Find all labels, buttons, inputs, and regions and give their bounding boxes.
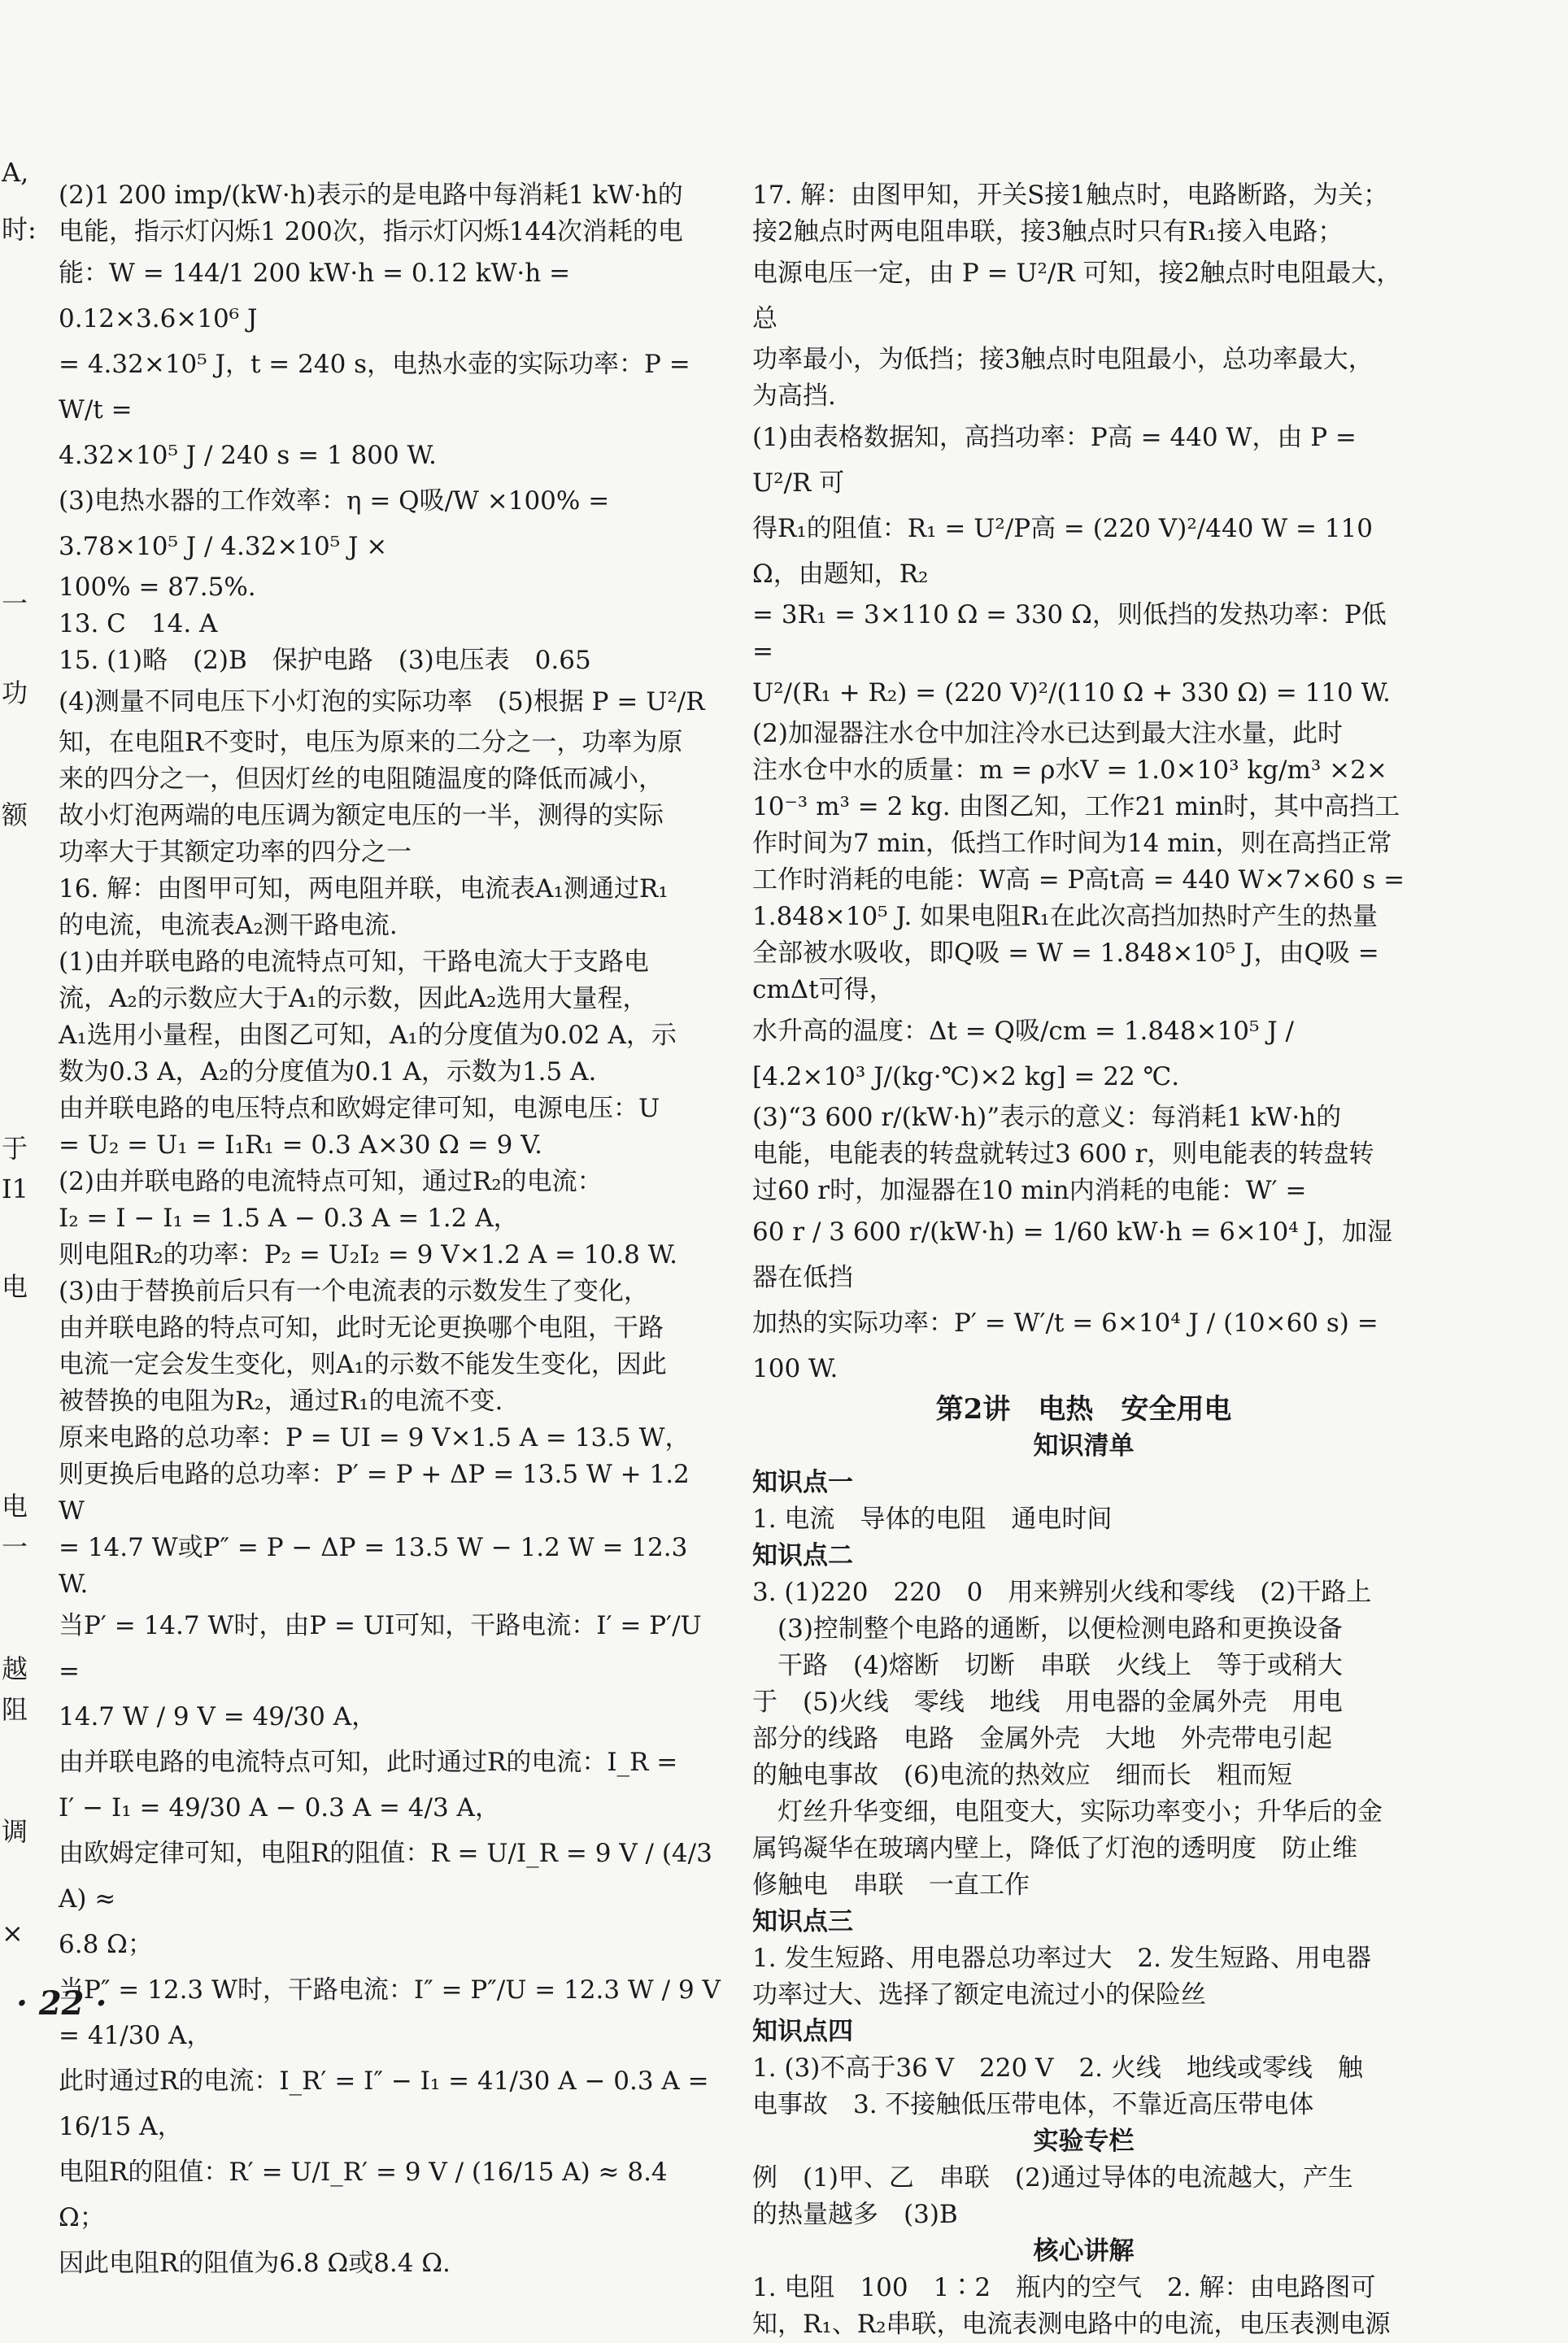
knowledge-list-title: 知识清单 [1033,1431,1135,1461]
text-line: = U₂ = U₁ = I₁R₁ = 0.3 A×30 Ω = 9 V. [59,1130,543,1160]
text-line: 例 (1)甲、乙 串联 (2)通过导体的电流越大，产生 [752,2163,1353,2193]
text-line: = 4.32×10⁵ J，t = 240 s，电热水壶的实际功率：P = W/t = [59,350,699,425]
text-line: 部分的线路 电路 金属外壳 大地 外壳带电引起 [752,1724,1332,1753]
text-line: 此时通过R的电流：I_R′ = I″ − I₁ = 41/30 A − 0.3 A = 16/15 A， [59,2066,717,2141]
text-line: (3)电热水器的工作效率：η = Q吸/W ×100% = 3.78×10⁵ J / 4.32×10⁵ J × [59,486,618,561]
text-line: (3)控制整个电路的通断，以便检测电路和更换设备 [777,1614,1343,1644]
edge-char: A, [2,157,29,188]
text-line: 水升高的温度：Δt = Q吸/cm = 1.848×10⁵ J / [4.2×10³ J/(kg·℃)×2 kg] = 22 ℃. [752,1017,1302,1091]
text-line: I′ − I₁ = 49/30 A − 0.3 A = 4/3 A， [59,1793,500,1823]
text-line: 能：W = 144/1 200 kW·h = 0.12 kW·h = 0.12×3.6×10⁶ J [59,259,578,333]
text-line: 为高挡. [752,381,836,411]
text-line: (2)加湿器注水仓中加注冷水已达到最大注水量，此时 [752,719,1343,748]
experiment-column-title: 实验专栏 [1033,2127,1135,2156]
text-line: 全部被水吸收，即Q吸 = W = 1.848×10⁵ J，由Q吸 = cmΔt可得， [752,939,1387,1004]
text-line: 6.8 Ω； [59,1930,153,1959]
text-line: 的电流，电流表A₂测干路电流. [59,911,398,940]
edge-char: 阻 [2,1694,28,1725]
text-line: 干路 (4)熔断 切断 串联 火线上 等于或稍大 [777,1651,1343,1680]
text-line: U²/(R₁ + R₂) = (220 V)²/(110 Ω + 330 Ω) = 110 W. [752,678,1391,708]
text-line: 10⁻³ m³ = 2 kg. 由图乙知，工作21 min时，其中高挡工 [752,792,1400,821]
text-line: 则更换后电路的总功率：P′ = P + ΔP = 13.5 W + 1.2 W [59,1460,698,1526]
knowledge-point-1-title: 知识点一 [752,1468,853,1497]
text-line: 被替换的电阻为R₂，通过R₁的电流不变. [59,1387,503,1416]
text-line: 作时间为7 min，低挡工作时间为14 min，则在高挡正常 [752,829,1392,858]
page-number: · 22 · [16,1984,107,2023]
text-line: 来的四分之一，但因灯丝的电阻随温度的降低而减小， [59,764,664,794]
edge-char: 一 [2,1531,28,1562]
core-explanation-title: 核心讲解 [1033,2236,1135,2266]
text-line: (3)“3 600 r/(kW·h)”表示的意义：每消耗1 kW·h的 [752,1103,1342,1132]
text-line: 15. (1)略 (2)B 保护电路 (3)电压表 0.65 [59,646,591,675]
text-line: 17. 解：由图甲知，开关S接1触点时，电路断路，为关； [752,181,1389,210]
text-line: 1. 电流 导体的电阻 通电时间 [752,1505,1113,1534]
text-line: 4.32×10⁵ J / 240 s = 1 800 W. [59,441,437,470]
text-line: 电阻R的阻值：R′ = U/I_R′ = 9 V / (16/15 A) ≈ 8.4 Ω； [59,2158,676,2232]
text-line: 功率过大、选择了额定电流过小的保险丝 [752,1980,1206,2010]
text-line: 1.848×10⁵ J. 如果电阻R₁在此次高挡加热时产生的热量 [752,902,1378,931]
text-line: 得R₁的阻值：R₁ = U²/P高 = (220 V)²/440 W = 110 Ω，由题知，R₂ [752,514,1381,589]
text-line: (3)由于替换前后只有一个电流表的示数发生了变化， [59,1277,649,1306]
edge-char: 额 [2,799,28,830]
text-line: 当P′ = 14.7 W时，由P = UI可知，干路电流：I′ = P′/U = [59,1611,710,1686]
text-line: 由并联电路的特点可知，此时无论更换哪个电阻，干路 [59,1313,664,1343]
text-line: 注水仓中水的质量：m = ρ水V = 1.0×10³ kg/m³ ×2× [752,756,1387,785]
text-line: 则电阻R₂的功率：P₂ = U₂I₂ = 9 V×1.2 A = 10.8 W. [59,1240,677,1269]
text-line: 灯丝升华变细，电阻变大，实际功率变小；升华后的金 [777,1797,1383,1827]
text-line: 1. 发生短路、用电器总功率过大 2. 发生短路、用电器 [752,1944,1371,1973]
edge-char: 越 [2,1653,28,1684]
text-line: (2)由并联电路的电流特点可知，通过R₂的电流： [59,1167,603,1196]
text-line: 知，R₁、R₂串联，电流表测电路中的电流，电压表测电源 [752,2310,1391,2339]
text-line: I₂ = I − I₁ = 1.5 A − 0.3 A = 1.2 A， [59,1204,519,1233]
edge-char: 一 [2,588,28,619]
text-line: 14.7 W / 9 V = 49/30 A， [59,1702,377,1731]
text-line: 100% = 87.5%. [59,573,256,602]
text-line: 3. (1)220 220 0 用来辨别火线和零线 (2)干路上 [752,1578,1372,1607]
text-line: 13. C 14. A [59,609,218,638]
text-line: 60 r / 3 600 r/(kW·h) = 1/60 kW·h = 6×10⁴ J，加湿器在低挡 [752,1217,1392,1292]
edge-char: × [2,1918,24,1949]
text-line: (2)1 200 imp/(kW·h)表示的是电路中每消耗1 kW·h的 [59,181,683,210]
text-line: 数为0.3 A，A₂的分度值为0.1 A，示数为1.5 A. [59,1057,597,1087]
text-line: A₁选用小量程，由图乙可知，A₁的分度值为0.02 A，示 [59,1021,677,1050]
edge-char: I1 [2,1174,28,1204]
knowledge-point-3-title: 知识点三 [752,1907,853,1936]
text-line: 的热量越多 (3)B [752,2200,958,2229]
text-line: 修触电 串联 一直工作 [752,1870,1030,1900]
edge-char: 电 [2,1271,28,1302]
text-line: 原来电路的总功率：P = UI = 9 V×1.5 A = 13.5 W， [59,1423,690,1452]
text-line: 于 (5)火线 零线 地线 用电器的金属外壳 用电 [752,1688,1343,1717]
text-line: 接2触点时两电阻串联，接3触点时只有R₁接入电路； [752,217,1344,246]
text-line: 工作时消耗的电能：W高 = P高t高 = 440 W×7×60 s = [752,865,1405,895]
text-line: 流，A₂的示数应大于A₁的示数，因此A₂选用大量程， [59,984,648,1013]
text-line: (1)由表格数据知，高挡功率：P高 = 440 W，由 P = U²/R 可 [752,423,1365,498]
text-line: 当P″ = 12.3 W时，干路电流：I″ = P″/U = 12.3 W / 9 V = 41/30 A， [59,1975,729,2050]
text-line: 电事故 3. 不接触低压带电体，不靠近高压带电体 [752,2090,1314,2119]
left-column [59,177,729,2286]
text-line: 16. 解：由图甲可知，两电阻并联，电流表A₁测通过R₁ [59,874,669,904]
edge-char: 于 [2,1133,28,1164]
text-line: (1)由并联电路的电流特点可知，干路电流大于支路电 [59,947,649,977]
text-line: 由并联电路的电压特点和欧姆定律可知，电源电压：U [59,1094,660,1123]
knowledge-point-2-title: 知识点二 [752,1541,853,1570]
text-line: 知，在电阻R不变时，电压为原来的二分之一，功率为原 [59,728,683,757]
text-line: 由欧姆定律可知，电阻R的阻值：R = U/I_R = 9 V / (4/3 A) ≈ [59,1839,721,1914]
text-line: 电流一定会发生变化，则A₁的示数不能发生变化，因此 [59,1350,667,1379]
text-line: 的触电事故 (6)电流的热效应 细而长 粗而短 [752,1761,1292,1790]
right-column [752,177,1415,2343]
knowledge-point-4-title: 知识点四 [752,2017,853,2046]
text-line: 1. (3)不高于36 V 220 V 2. 火线 地线或零线 触 [752,2053,1363,2083]
text-line: 电源电压一定，由 P = U²/R 可知，接2触点时电阻最大，总 [752,259,1402,333]
edge-char: 时: [2,214,37,245]
text-line: 由并联电路的电流特点可知，此时通过R的电流：I_R = [59,1748,678,1777]
text-line: = 3R₁ = 3×110 Ω = 330 Ω，则低挡的发热功率：P低 = [752,600,1395,666]
edge-char: 电 [2,1491,28,1522]
text-line: 加热的实际功率：P′ = W′/t = 6×10⁴ J / (10×60 s) = 100 W. [752,1309,1387,1383]
text-line: 电能，电能表的转盘就转过3 600 r，则电能表的转盘转 [752,1139,1374,1169]
text-line: (4)测量不同电压下小灯泡的实际功率 (5)根据 P = U²/R [59,687,705,716]
edge-char: 调 [2,1816,28,1847]
section-title: 第2讲 电热 安全用电 [935,1393,1232,1426]
text-line: 因此电阻R的阻值为6.8 Ω或8.4 Ω. [59,2249,451,2278]
text-line: 1. 电阻 100 1∶2 瓶内的空气 2. 解：由电路图可 [752,2273,1376,2302]
text-line: 属钨凝华在玻璃内壁上，降低了灯泡的透明度 防止维 [752,1834,1357,1863]
text-line: 故小灯泡两端的电压调为额定电压的一半，测得的实际 [59,801,664,830]
text-line: 功率大于其额定功率的四分之一 [59,838,412,867]
text-line: 电能，指示灯闪烁1 200次，指示灯闪烁144次消耗的电 [59,217,683,246]
text-line: 功率最小，为低挡；接3触点时电阻最小，总功率最大， [752,345,1374,374]
text-line: 过60 r时，加湿器在10 min内消耗的电能：W′ = [752,1176,1307,1205]
text-line: = 14.7 W或P″ = P − ΔP = 13.5 W − 1.2 W = 12.3 W. [59,1533,696,1599]
edge-char: 功 [2,677,28,708]
